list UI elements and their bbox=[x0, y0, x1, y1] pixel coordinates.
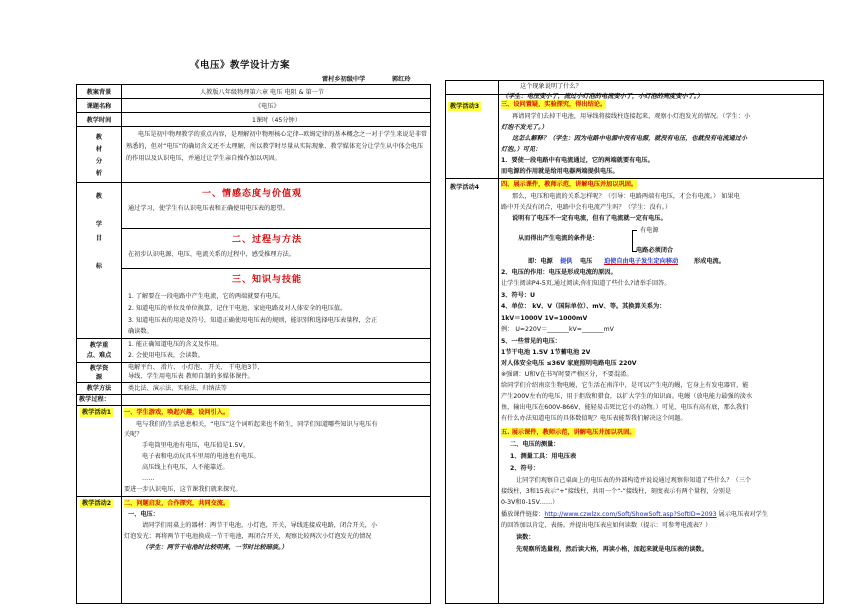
common-voltages-row-1: 1节干电池 1.5V 1节蓄电池 2V bbox=[501, 349, 591, 356]
courseware-link-row bbox=[501, 510, 822, 519]
activity4-line-1: 那么，电压和电流的关系怎样呢？（引导：电路两端有电压，才会有电流。） 如果电 bbox=[512, 193, 740, 200]
activity1-line-4: 电子表和电动玩具车里用的电池也有电压。 bbox=[142, 453, 260, 460]
reading-task: 让学生阅读P4-5页,通过阅读,你们知道了些什么?请举手回答。 bbox=[501, 280, 671, 287]
activity5-tail-2: 读数： bbox=[516, 534, 535, 541]
method-value: 类比法、演示法、实验法、归纳法等 bbox=[128, 385, 227, 392]
activity5-line-4: 让同学们观察自己桌面上的电压表的外部构造并说说通过观察你知道了些什么？（三个 bbox=[516, 477, 752, 484]
analysis-label-4: 析 bbox=[95, 170, 103, 177]
goal-label-2: 学 bbox=[95, 221, 103, 228]
eel-line-1: 给同学们介绍南京生物电鳗，它生活在南洋中，是可以产生电的鳗，它身上有发电器官，能 bbox=[501, 382, 749, 389]
carryover-question: 这个现象说明了什么？ bbox=[520, 83, 582, 90]
goal1-heading: 一、情感态度与价值观 bbox=[202, 189, 303, 199]
resource-label-text: 教学资源 bbox=[89, 365, 109, 381]
goal3-item-4: 确读数。 bbox=[128, 328, 153, 335]
activity4-label: 教学活动4 bbox=[450, 184, 480, 191]
goal1-text: 通过学习，使学生有认识电压表和正确使用电压表的愿望。 bbox=[128, 205, 289, 212]
activity1-line-3: 手电筒里电池有电压，电压值是1.5V。 bbox=[142, 442, 249, 449]
keypoint-label bbox=[78, 341, 120, 361]
activity2-line-2: 灯泡发光；再将两节干电池换成一节干电池，再闭合开关，观察比较两次小灯泡发光的情况 bbox=[124, 533, 372, 540]
goal3-item-3: 3. 知道电压表的用途及符号，知道正确使用电压表的规则，能识别和选择电压表量程，会正 bbox=[128, 317, 378, 324]
analysis-text: 电压是初中物理教学的重点内容，是理解初中物理核心定律--欧姆定律的基本概念之一对于学生来说是非常熟悉的，但对“电压”的确切含义还不太理解，所以教学时尽量从实际现象、教学媒体充分让学生从中体会电压的作用以及认识电压，并通过让学生亲自操作加以巩固。 bbox=[126, 131, 428, 162]
activity1-line-5: 高压线上有电压，人不能靠近。 bbox=[142, 464, 229, 471]
activity3-heading: 三、设问置疑，实验探究，得出结论。 bbox=[501, 101, 607, 108]
process-label: 教学过程： bbox=[79, 396, 110, 403]
activity5-line-5: 接线柱，3和15表示“+”接线柱，共用一个“-”接线柱，刻度表示有两个量程，分别是 bbox=[501, 488, 732, 495]
eel-line-2: 产生200V左右的电压，用于拒敌和猎食，以扩大学生的知识面。电鳗（放电能力最强的淡水 bbox=[501, 393, 753, 400]
courseware-link[interactable]: http://www.czwlzx.com/Soft/ShowSoft.asp?SoftID=2093 bbox=[544, 511, 717, 518]
activity5-line-1: 二、电压的测量： bbox=[510, 441, 560, 448]
common-voltages-heading: 5、一些常见的电压： bbox=[501, 338, 561, 345]
activity1-line-6: …… bbox=[142, 475, 155, 482]
activity5-line-6: 0-3V和0-15V……） bbox=[501, 499, 559, 506]
common-voltages-row-2: 对人体安全电压 ≤36V 家庭照明电路电压 220V bbox=[501, 360, 637, 367]
courseware-link-suffix: 展示电压表对学生 bbox=[716, 511, 769, 518]
goal2-text: 在初步认识电源、电压、电流关系的过程中，感受推理方法。 bbox=[128, 251, 296, 258]
activity2-line-1: 请同学们用桌上的器材：两节干电池，小灯泡，开关，导线连接成电路，闭合开关，小 bbox=[142, 522, 378, 529]
goal3-heading: 三、知识与技能 bbox=[232, 275, 303, 285]
activity2-subheading: 一、电压： bbox=[128, 511, 159, 518]
background-value: 人教版八年级物理第六章 电压 电阻 & 第一节 bbox=[200, 89, 325, 96]
courseware-link-prefix: 播放课件链接： bbox=[501, 511, 545, 518]
unit-conversion: 1kV＝1000V 1V=1000mV bbox=[501, 315, 588, 322]
background-label: 教案背景 bbox=[86, 89, 112, 96]
school-name: 雷村乡初级中学 bbox=[322, 76, 366, 83]
voltage-role: 2、电压的作用：电压是形成电流的原因。 bbox=[501, 269, 617, 276]
goal3-item-1: 1. 了解要在一段电路中产生电流，它的两端就要有电压。 bbox=[128, 293, 285, 300]
method-label: 教学方法 bbox=[86, 385, 112, 392]
activity5-line-3: 2、符号： bbox=[510, 465, 540, 472]
time-value: 1课时（45分钟） bbox=[252, 117, 301, 124]
goal-label-4: 标 bbox=[95, 263, 103, 270]
activity5-tail-1: 的回答加以肯定，表扬。并提出电压表应如何读数（提示：可参考电流表？） bbox=[501, 522, 712, 529]
activity3-line-3: 这怎么解释？（学生：因为电路中电源中没有电源，就没有电压，也就没有电流通过小 bbox=[512, 135, 748, 142]
author-name: 郭红玲 bbox=[392, 76, 411, 83]
conversion-example: 例： U=220V＝_______kV=_______mV bbox=[501, 326, 614, 333]
activity4-line-3: 说明有了电压不一定有电流，但有了电流就一定有电压。 bbox=[512, 215, 667, 222]
activity3-label: 教学活动3 bbox=[450, 103, 480, 110]
voltage-symbol: 3、符号：U bbox=[501, 292, 536, 299]
goal2-heading: 二、过程与方法 bbox=[232, 235, 303, 245]
chain-voltage: 电压 bbox=[580, 258, 593, 265]
activity3-line-5: 1．要使一段电路中有电流通过，它的两端就要有电压。 bbox=[501, 157, 654, 164]
condition-2: 电路必须闭合 bbox=[636, 247, 674, 254]
eel-line-3: 鱼，输出电压在600V-866V，能轻易击死比它小的动物。）可见，电压有高有底，那么我们 bbox=[501, 404, 749, 411]
activity1-heading: 一、学生游戏，唤起兴趣，设问引入。 bbox=[124, 409, 230, 416]
voltage-units: 4、单位： kV、V（国际单位）、mV、等。其换算关系为： bbox=[501, 303, 666, 310]
analysis-label-3: 分 bbox=[95, 158, 103, 165]
chain-provide: 提供 bbox=[560, 258, 573, 265]
goal3-item-2: 2. 知道电压的单位及单位换算，记住干电池、家庭电路及对人体安全的电压值。 bbox=[128, 305, 347, 312]
chain-start: 即：电源 bbox=[528, 258, 553, 265]
activity5-line-2: 1、测量工具：用电压表 bbox=[510, 453, 577, 460]
activity3-line-2: 灯泡不发光了。） bbox=[501, 124, 548, 131]
eel-line-4: 有什么办法知道电压的具体数值呢？电压表能帮我们解决这个问题。 bbox=[501, 415, 687, 422]
resource-label bbox=[78, 364, 120, 382]
time-label: 教学时间 bbox=[86, 117, 112, 124]
activity5-heading: 五. 展示课件，教师示范，讲解电压并加以巩固。 bbox=[501, 429, 636, 436]
activity3-line-1: 再请同学们去掉干电池，用导线将接线柱连接起来，观察小灯泡发光的情况。（学生：小 bbox=[512, 113, 751, 120]
activity1-line-2: 关呢？ bbox=[124, 431, 143, 438]
goal-label-1: 教 bbox=[95, 193, 103, 200]
topic-label: 课题名称 bbox=[86, 103, 112, 110]
goal-label-3: 目 bbox=[95, 235, 103, 242]
activity4-line-2: 路中开关没有闭合，电路中会有电流产生吗？（学生：没有。） bbox=[501, 204, 672, 211]
analysis-label-1: 教 bbox=[95, 134, 103, 141]
condition-1: 有电源 bbox=[640, 227, 659, 234]
activity1-label: 教学活动1 bbox=[82, 409, 112, 416]
topic-value: 《电压》 bbox=[255, 103, 280, 110]
chain-end: 形成电流。 bbox=[694, 258, 725, 265]
activity3-line-6: 而电源的作用就是给用电器两端提供电压。 bbox=[501, 168, 619, 175]
keypoint-item-2: 2. 会使用电压表，会读数。 bbox=[128, 352, 204, 359]
chain-force: 迫使自由电子发生定向移动 bbox=[604, 258, 679, 265]
analysis-label-2: 材 bbox=[95, 146, 103, 153]
keypoint-item-1: 1. 能正确知道电压的含义及作用。 bbox=[128, 341, 223, 348]
activity5-tail-3: 先观察所选量程，然后读大格，再读小格，加起来就是电压表的读数。 bbox=[516, 546, 708, 553]
activity1-line-7: 要进一步认识电压，这节课我们就来探究。 bbox=[124, 486, 242, 493]
activity4-heading: 四、展示课件，教师示范，讲解电压并加以巩固。 bbox=[501, 181, 638, 188]
activity3-line-4: 灯泡。）可见： bbox=[501, 146, 542, 153]
activity1-line-1: 电与我们的生活息息相关，“电压”这个词听起来也不陌生，同学们知道哪些知识与电压有 bbox=[136, 421, 378, 428]
activity2-answer: （学生：两节干电池时比较明亮，一节时比较暗淡。） bbox=[142, 544, 288, 551]
carryover-answer: （学生：电压变小了，流过小灯泡的电流变小了，小灯泡的亮度变小了。） bbox=[502, 93, 704, 100]
resource-item-1: 电解平台、 滑片、 小灯泡、 开关、 干电池3节、 bbox=[128, 364, 264, 371]
condition-intro: 从而得出产生电流的条件是： bbox=[518, 235, 599, 242]
activity2-label: 教学活动2 bbox=[82, 500, 112, 507]
document-title: 《电压》教学设计方案 bbox=[190, 60, 291, 71]
activity2-heading: 二、问题启发，合作探究，共同交流。 bbox=[124, 500, 230, 507]
emphasis-note: ※强调：U和V在书写时要严格区分，不要混淆。 bbox=[501, 371, 633, 378]
keypoint-label-text: 教学重点、难点 bbox=[86, 342, 112, 359]
condition-brace bbox=[632, 230, 633, 252]
resource-item-2: 导线、学生用电压表 教师自制的多媒体课件。 bbox=[128, 373, 254, 380]
